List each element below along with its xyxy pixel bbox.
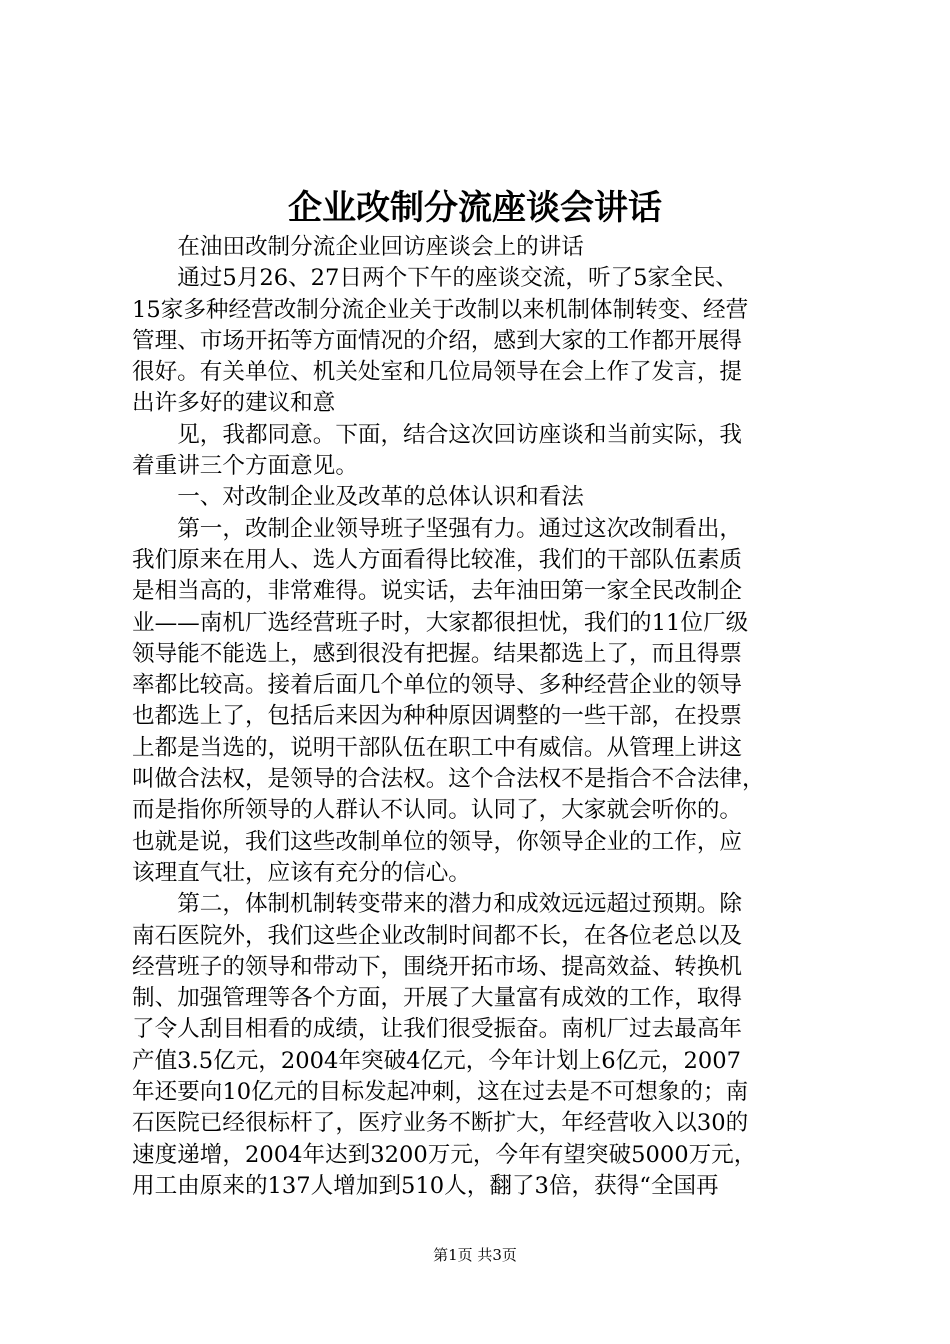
paragraph-line: 用工由原来的137人增加到510人，翻了3倍，获得“全国再	[132, 1172, 719, 1199]
document-body	[132, 232, 832, 1202]
paragraph-line: 该理直气壮，应该有充分的信心。	[132, 859, 471, 886]
paragraph-line: 南石医院外，我们这些企业改制时间都不长，在各位老总以及	[132, 922, 743, 949]
paragraph-line: 制、加强管理等各个方面，开展了大量富有成效的工作，取得	[132, 985, 743, 1012]
paragraph-line: 第一，改制企业领导班子坚强有力。通过这次改制看出，	[177, 515, 743, 542]
paragraph-intro	[132, 263, 832, 419]
paragraph-line: 上都是当选的，说明干部队伍在职工中有威信。从管理上讲这	[132, 734, 743, 761]
paragraph-line: 通过5月26、27日两个下午的座谈交流，听了5家全民、	[177, 265, 738, 292]
paragraph-subtitle	[132, 232, 832, 263]
paragraph-line: 而是指你所领导的人群认不认同。认同了，大家就会听你的。	[132, 797, 743, 824]
paragraph-line: 业——南机厂选经营班子时，大家都很担忧，我们的11位厂级	[132, 609, 749, 636]
paragraph-line: 15家多种经营改制分流企业关于改制以来机制体制转变、经营	[132, 296, 749, 323]
paragraph-line: 是相当高的，非常难得。说实话，去年油田第一家全民改制企	[132, 578, 743, 605]
page-footer: 第1页 共3页	[433, 1246, 517, 1264]
paragraph-line: 一、对改制企业及改革的总体认识和看法	[177, 484, 584, 511]
paragraph-second-point	[132, 889, 832, 1202]
section-heading	[132, 482, 832, 513]
paragraph-line: 也都选上了，包括后来因为种种原因调整的一些干部，在投票	[132, 703, 743, 730]
paragraph-line: 管理、市场开拓等方面情况的介绍，感到大家的工作都开展得	[132, 327, 743, 354]
paragraph-line: 在油田改制分流企业回访座谈会上的讲话	[177, 234, 584, 260]
paragraph-line: 速度递增，2004年达到3200万元，今年有望突破5000万元，	[132, 1141, 757, 1168]
paragraph-line: 见，我都同意。下面，结合这次回访座谈和当前实际，我	[177, 421, 743, 448]
paragraph-line: 我们原来在用人、选人方面看得比较准，我们的干部队伍素质	[132, 546, 743, 573]
paragraph-line: 率都比较高。接着后面几个单位的领导、多种经营企业的领导	[132, 672, 743, 699]
paragraph-line: 年还要向10亿元的目标发起冲刺，这在过去是不可想象的；南	[132, 1079, 749, 1106]
paragraph-line: 第二，体制机制转变带来的潜力和成效远远超过预期。除	[177, 891, 743, 918]
paragraph-first-point	[132, 514, 832, 890]
paragraph-line: 经营班子的领导和带动下，围绕开拓市场、提高效益、转换机	[132, 953, 743, 980]
paragraph-line: 石医院已经很标杆了，医疗业务不断扩大，年经营收入以30的	[132, 1110, 749, 1137]
paragraph-line: 领导能不能选上，感到很没有把握。结果都选上了，而且得票	[132, 640, 743, 667]
document-title: 企业改制分流座谈会讲话	[288, 188, 662, 228]
paragraph-line: 了令人刮目相看的成绩，让我们很受振奋。南机厂过去最高年	[132, 1016, 743, 1043]
paragraph-line: 着重讲三个方面意见。	[132, 453, 358, 480]
paragraph-line: 很好。有关单位、机关处室和几位局领导在会上作了发言，提	[132, 359, 743, 386]
paragraph-line: 叫做合法权，是领导的合法权。这个合法权不是指合不合法律，	[132, 766, 765, 793]
paragraph-line: 也就是说，我们这些改制单位的领导，你领导企业的工作，应	[132, 828, 743, 855]
paragraph-line: 出许多好的建议和意	[132, 390, 336, 417]
paragraph-opinion	[132, 420, 832, 483]
paragraph-line: 产值3.5亿元，2004年突破4亿元，今年计划上6亿元，2007	[132, 1047, 741, 1074]
